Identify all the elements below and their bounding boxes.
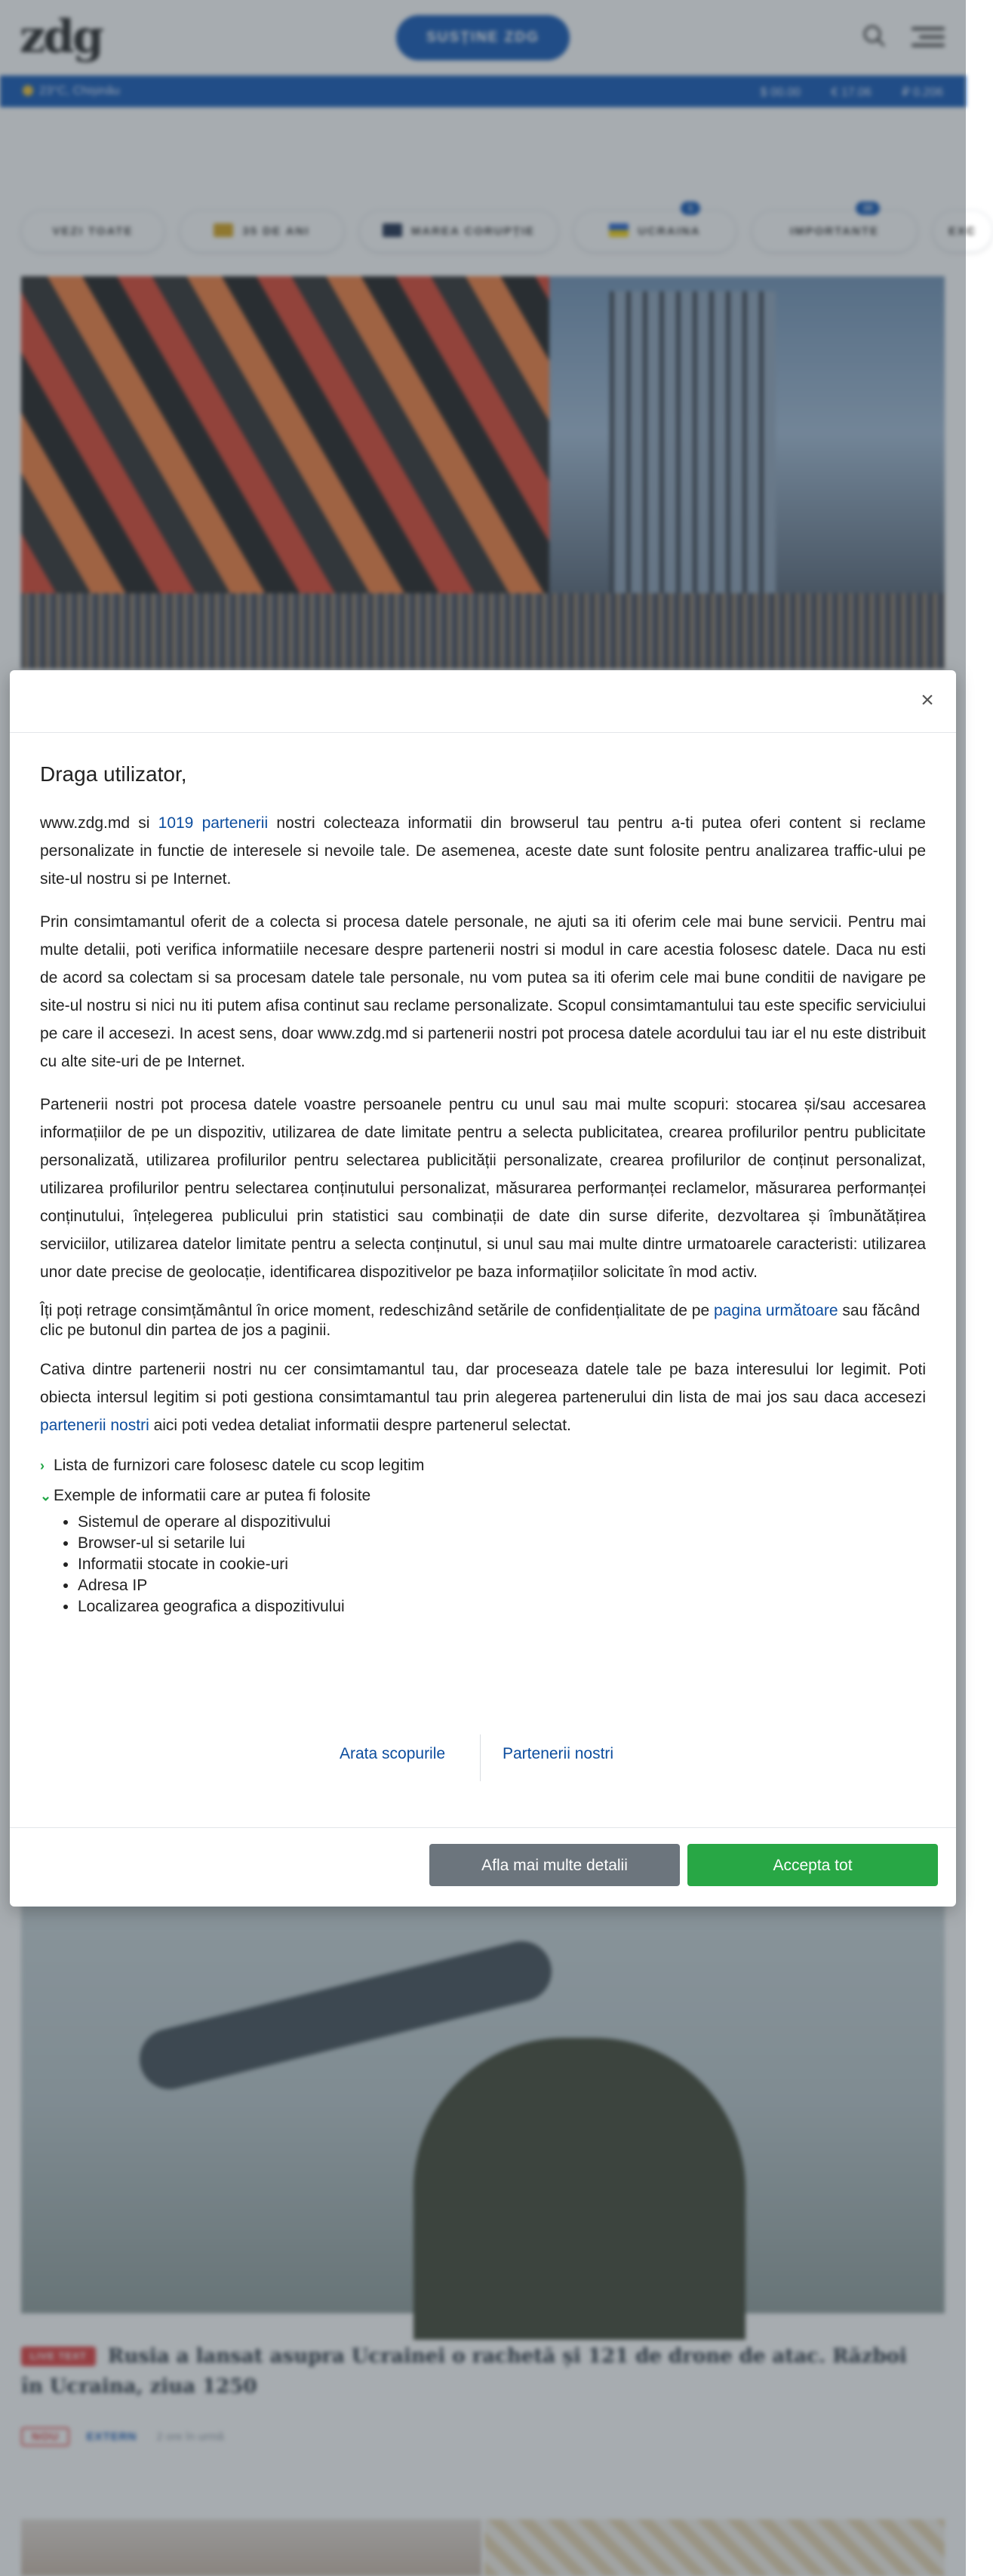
site-logo[interactable]: zdg [20, 11, 102, 63]
rate-rub: ₽ 0.206 [902, 86, 943, 99]
list-item: • Localizarea geografica a dispozitivului [78, 1596, 926, 1617]
pill-ukraine[interactable]: UCRAINA 1 [573, 210, 736, 252]
close-icon[interactable]: × [921, 688, 934, 712]
consent-paragraph: Prin consimtamantul oferit de a colecta si procesa datele personale, ne ajuti sa iti oferim cele mai bune servicii. Pentru mai multe detalii, poti verifica informatiile necesare despre partenerii nostri si modul in care acestia folosesc datele. Daca nu esti de acord sa colectam si sa procesam datele tale personale, nu vom putea sa iti oferim cele mai bune conditii de navigare pe site-ul nostru si nici nu iti putem afisa continut sau reclame personalizate. Scopul consimtamantului tau este specific serviciului pe care il accesezi. In acest sens, doar www.zdg.md si partenerii nostri pot procesa datele acordului tau iar el nu este distribuit cu alte site-uri de pe Internet. [40, 913, 926, 1070]
rate-usd: $ 00.00 [760, 86, 801, 99]
list-item: • Adresa IP [78, 1575, 926, 1596]
count-badge: 10 [856, 202, 880, 215]
vendors-expander[interactable]: › Lista de furnizori care folosesc datele cu scop legitim [40, 1454, 926, 1477]
pill-important[interactable]: IMPORTANTE 10 [752, 210, 918, 252]
our-partners-link[interactable]: partenerii nostri [40, 1417, 149, 1434]
modal-links [10, 1734, 956, 1781]
partners-count-link[interactable]: 1019 partenerii [158, 814, 269, 832]
list-item: • Sistemul de operare al dispozitivului [78, 1512, 926, 1533]
consent-paragraph: www.zdg.md si 1019 partenerii nostri colecteaza informatii din browserul tau pentru a-ti putea oferi content si reclame personalizate in functie de interesele si nevoile tale. De asemenea, aceste date sunt folosite pentru analizarea traffic-ului pe site-ul nostru si pe Internet. [40, 814, 926, 888]
article-title[interactable]: LIVE TEXT Rusia a lansat asupra Ucrainei o rachetă și 121 de drone de atac. Război în Ucraina, ziua 1250 [21, 2345, 907, 2398]
pill-corruption[interactable]: MAREA CORUPȚIE [359, 210, 558, 252]
consent-paragraph: Îți poți retrage consimțământul în orice moment, redeschizând setările de confidențialitate de pe pagina următoare sau făcând clic pe butonul din partea de jos a paginii. [40, 1302, 921, 1339]
modal-title: Draga utilizator, [40, 762, 187, 786]
divider [10, 1827, 956, 1828]
chevron-down-icon: ⌄ [40, 1488, 52, 1503]
next-page-link[interactable]: pagina următoare [713, 1302, 838, 1319]
chevron-right-icon: › [40, 1458, 45, 1473]
pill-all[interactable]: VEZI TOATE [21, 210, 164, 252]
live-badge: LIVE TEXT [21, 2347, 96, 2366]
list-item: • Browser-ul si setarile lui [78, 1533, 926, 1554]
pill-35-years[interactable]: 35 DE ANI [180, 210, 344, 252]
our-partners-button-link[interactable]: Partenerii nostri [503, 1745, 614, 1762]
accept-all-button[interactable]: Accepta tot [687, 1844, 938, 1886]
new-badge: NOU [21, 2427, 69, 2446]
count-badge: 1 [681, 202, 700, 215]
consent-paragraph: Partenerii nostri pot procesa datele voastre persoanele pentru cu unul sau mai multe scopuri: stocarea și/sau accesarea informațiilor de pe un dispozitiv, utilizarea de date limitate pentru a selecta publicitatea, crearea profilurilor pentru publicitate personalizată, utilizarea profilurilor pentru selectarea publicității personalizate, crearea profilurilor de conținut personalizat, utilizarea profilurilor pentru selectarea conținutului personalizat, măsurarea performanței reclamelor, măsurarea performanței conținutului, înțelegerea publicului prin statistici sau combinații de date din surse diferite, dezvoltarea și îmbunătățirea serviciilor, utilizarea datelor limitate pentru a selecta conținutul, si unul sau mai multe dintre urmatoarele caracteristi: utilizarea unor date precise de geolocație, identificarea dispozitivelor pe baza informațiilor solicitate în mod activ. [40, 1096, 926, 1281]
pill-more[interactable]: EXC [933, 210, 993, 252]
examples-list [40, 1512, 926, 1617]
article-category[interactable]: EXTERN [86, 2430, 137, 2443]
article-time: 2 ore în urmă [156, 2430, 224, 2443]
examples-expander[interactable]: ⌄ Exemple de informatii care ar putea fi folosite [40, 1485, 926, 1507]
rate-eur: € 17.06 [831, 86, 872, 99]
show-purposes-link[interactable]: Arata scopurile [340, 1745, 446, 1762]
list-item: • Informatii stocate in cookie-uri [78, 1554, 926, 1575]
divider [480, 1734, 481, 1781]
weather-text: 23°C, Chișinău [39, 85, 120, 97]
consent-paragraph: Cativa dintre partenerii nostri nu cer consimtamantul tau, dar proceseaza datele tale pe baza interesului lor legimit. Poti obiecta intersul legitim si poti gestiona consimtamantul tau prin alegerea partenerului din lista de mai jos sau daca accesezi partenerii nostri aici poti vedea detaliat informatii despre partenerul selectat. [40, 1361, 926, 1434]
consent-text [40, 761, 926, 1617]
consent-modal [10, 670, 956, 1907]
support-button[interactable]: SUSȚINE ZDG [396, 15, 570, 60]
more-details-button[interactable]: Afla mai multe detalii [429, 1844, 680, 1886]
divider [10, 732, 956, 733]
